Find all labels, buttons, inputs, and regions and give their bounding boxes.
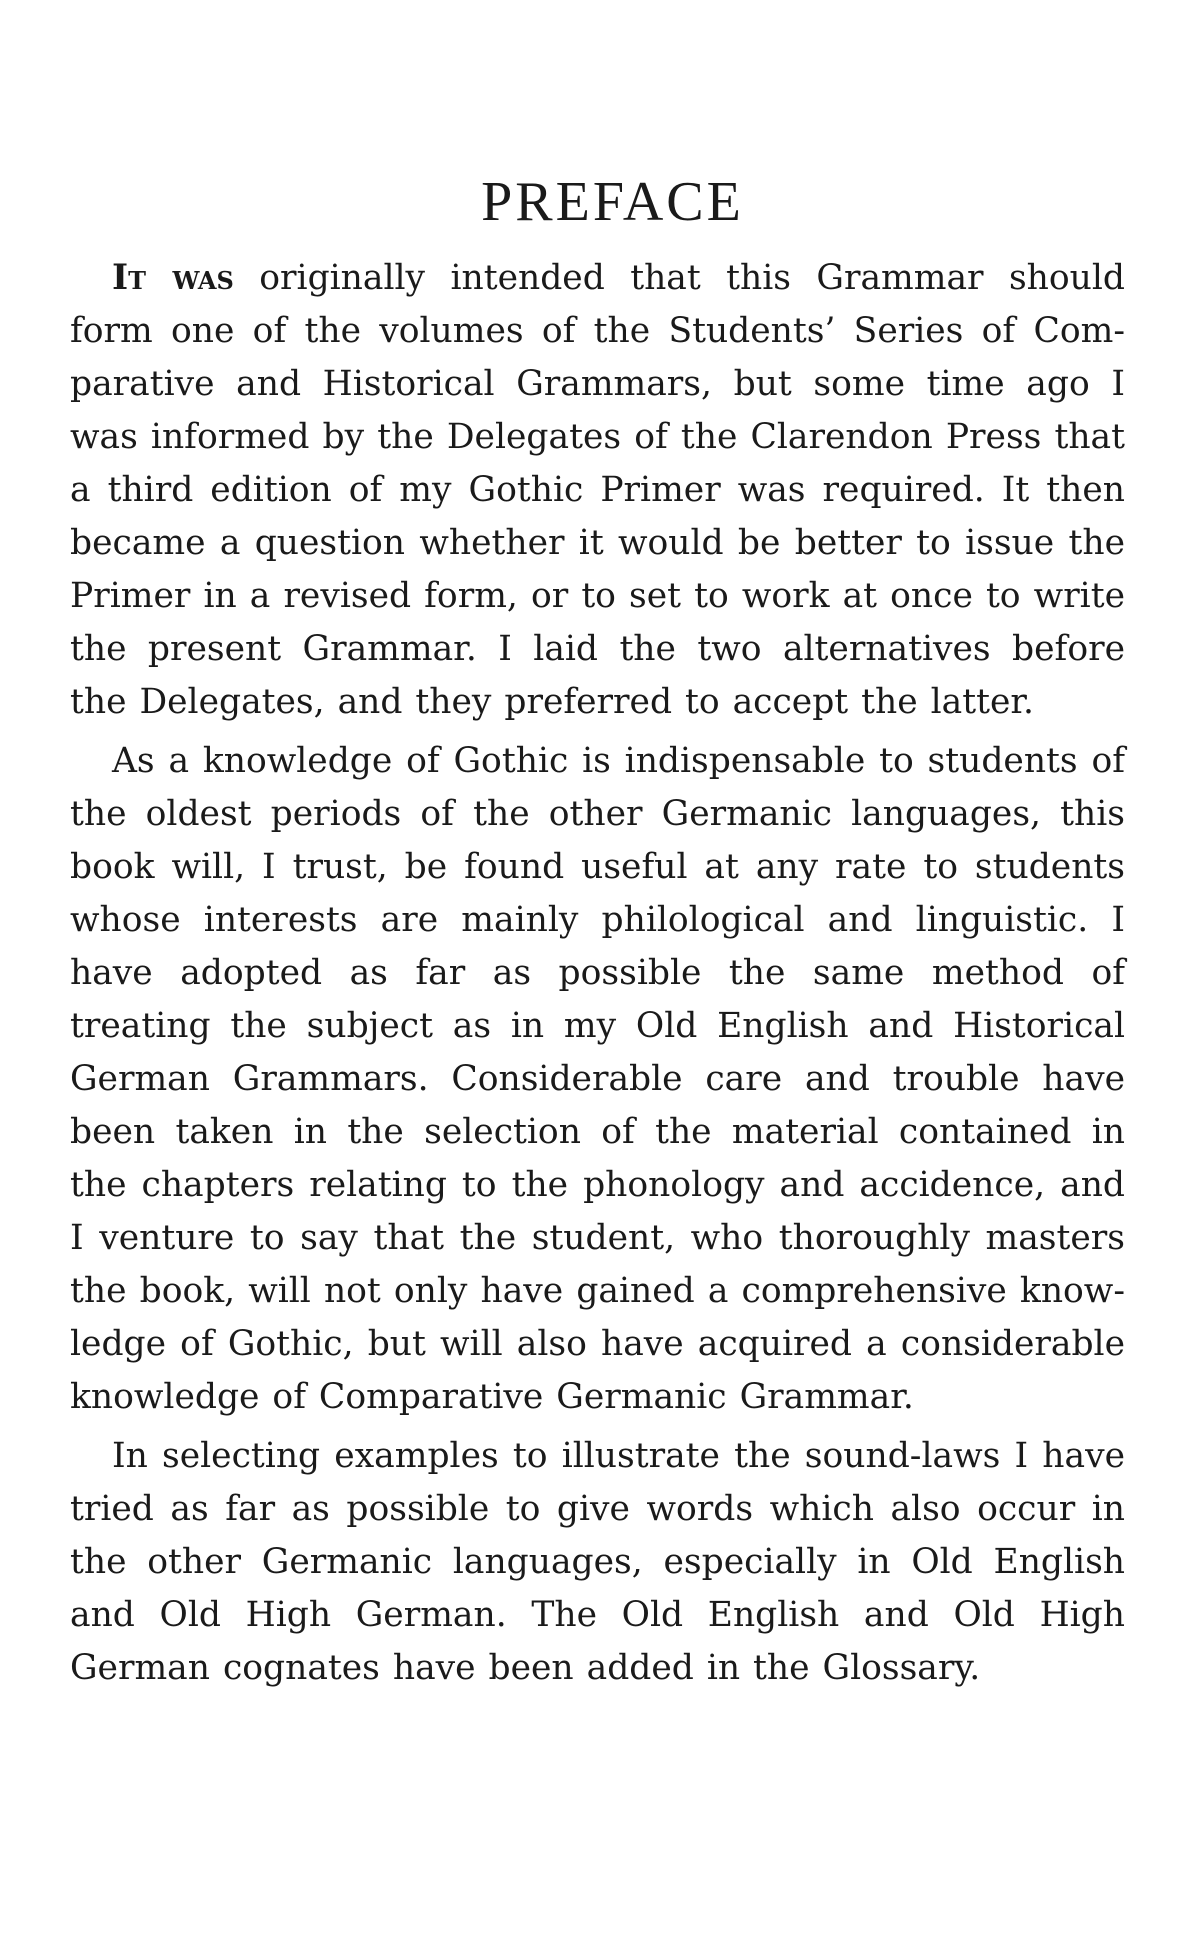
paragraph-1-lead: It was bbox=[112, 258, 234, 298]
paragraph-3 bbox=[70, 1430, 1125, 1695]
preface-page bbox=[70, 170, 1125, 1701]
paragraph-3-text: In selecting examples to illustrate the sound-laws I have tried as far as possible to give words which also occur in the other Germanic languages, especially in Old English and Old High German. The Old English and Old High German cognates have been added in the Glossary. bbox=[70, 1436, 1125, 1688]
paragraph-2 bbox=[70, 735, 1125, 1424]
paragraph-1-text: originally intended that this Grammar should form one of the volumes of the Students’ Series of Com-parative and Historical Grammars, but some time ago I was informed by the Delegates of the Clarendon Press that a third edition of my Gothic Primer was required. It then became a question whether it would be better to issue the Primer in a revised form, or to set to work at once to write the present Grammar. I laid the two alternatives before the Delegates, and they preferred to accept the latter. bbox=[70, 258, 1125, 722]
page-title: PREFACE bbox=[481, 171, 744, 233]
paragraph-1 bbox=[70, 252, 1125, 729]
paragraph-2-text: As a knowledge of Gothic is indispensable to students of the oldest periods of the other Germanic languages, this book will, I trust, be found useful at any rate to students whose interests are mainly philological and linguistic. I have adopted as far as possible the same method of treating the subject as in my Old English and Historical German Grammars. Considerable care and trouble have been taken in the selection of the material contained in the chapters relating to the phonology and accidence, and I venture to say that the student, who thoroughly masters the book, will not only have gained a comprehensive know-ledge of Gothic, but will also have acquired a considerable knowledge of Comparative Germanic Grammar. bbox=[70, 741, 1125, 1417]
